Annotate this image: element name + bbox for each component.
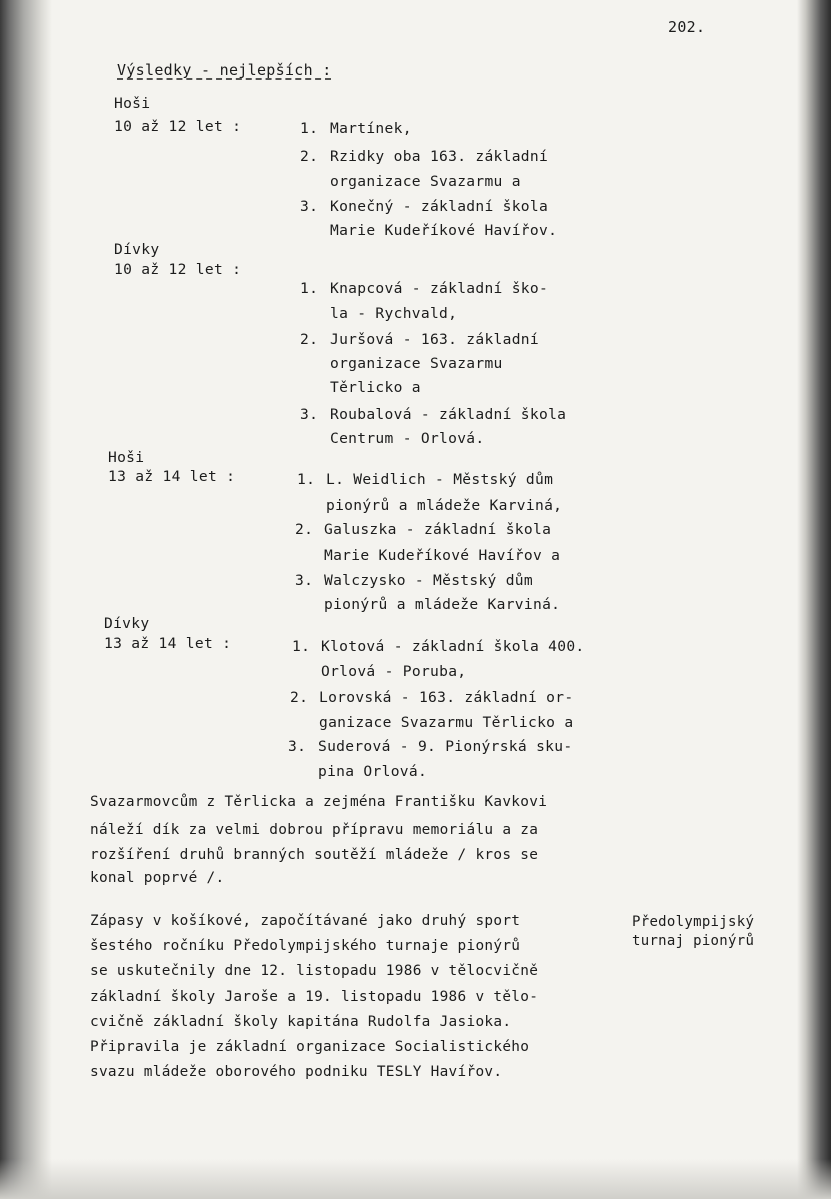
- group-1-result-1-line-1: Martínek,: [330, 120, 412, 137]
- group-3-result-2-num: 2.: [295, 521, 314, 538]
- group-1-result-2-line-2: organizace Svazarmu a: [330, 173, 521, 190]
- page-number: 202.: [668, 18, 706, 36]
- scan-left-edge: [0, 0, 52, 1199]
- paragraph-2-line-4: základní školy Jaroše a 19. listopadu 1986 v tělo-: [90, 989, 539, 1005]
- group-3-result-1-line-2: pionýrů a mládeže Karviná,: [326, 497, 563, 514]
- paragraph-1-line-2: náleží dík za velmi dobrou přípravu memoriálu a za: [90, 822, 539, 838]
- group-2-result-1-line-1: Knapcová - základní ško-: [330, 280, 549, 297]
- paragraph-2-line-3: se uskutečnily dne 12. listopadu 1986 v tělocvičně: [90, 963, 539, 979]
- group-4-age: 13 až 14 let :: [104, 635, 232, 652]
- paragraph-1-line-4: konal poprvé /.: [90, 870, 225, 886]
- group-1-category: Hoši: [114, 95, 151, 112]
- group-1-result-3-num: 3.: [300, 198, 319, 215]
- group-2-result-1-line-2: la - Rychvald,: [330, 305, 458, 322]
- group-3-age: 13 až 14 let :: [108, 468, 236, 485]
- paragraph-2-line-5: cvičně základní školy kapitána Rudolfa Jasioka.: [90, 1014, 512, 1030]
- group-2-result-2-line-3: Těrlicko a: [330, 379, 421, 396]
- group-1-result-2-num: 2.: [300, 148, 319, 165]
- group-4-result-3-line-1: Suderová - 9. Pionýrská sku-: [318, 738, 573, 755]
- paragraph-2-line-1: Zápasy v košíkové, započítávané jako druhý sport: [90, 913, 521, 929]
- margin-note-line-2: turnaj pionýrů: [632, 933, 755, 949]
- group-3-result-3-num: 3.: [295, 572, 314, 589]
- group-1-result-3-line-2: Marie Kudeříkové Havířov.: [330, 222, 558, 239]
- margin-note-line-1: Předolympijský: [632, 914, 755, 930]
- group-4-result-2-line-2: ganizace Svazarmu Těrlicko a: [319, 714, 574, 731]
- paragraph-2-line-7: svazu mládeže oborového podniku TESLY Havířov.: [90, 1064, 503, 1080]
- group-1-result-2-line-1: Rzidky oba 163. základní: [330, 148, 549, 165]
- group-4-result-1-line-2: Orlová - Poruba,: [321, 663, 467, 680]
- group-3-result-2-line-2: Marie Kudeříkové Havířov a: [324, 547, 561, 564]
- results-heading: Výsledky - nejlepších :: [117, 61, 332, 79]
- group-1-age: 10 až 12 let :: [114, 118, 242, 135]
- paragraph-2-line-6: Připravila je základní organizace Socialistického: [90, 1039, 530, 1055]
- group-1-result-3-line-1: Konečný - základní škola: [330, 198, 549, 215]
- paragraph-1-line-3: rozšíření druhů branných soutěží mládeže / kros se: [90, 847, 539, 863]
- group-4-result-1-num: 1.: [292, 638, 311, 655]
- group-2-result-2-line-1: Juršová - 163. základní: [330, 331, 539, 348]
- group-2-result-2-line-2: organizace Svazarmu: [330, 355, 503, 372]
- scan-bottom-edge: [0, 1159, 831, 1199]
- group-3-result-1-line-1: L. Weidlich - Městský dům: [326, 471, 554, 488]
- group-4-category: Dívky: [104, 615, 150, 632]
- paragraph-1-line-1: Svazarmovcům z Těrlicka a zejména Františku Kavkovi: [90, 794, 548, 810]
- group-2-result-3-line-1: Roubalová - základní škola: [330, 406, 567, 423]
- group-2-result-3-line-2: Centrum - Orlová.: [330, 430, 485, 447]
- group-1-result-1-num: 1.: [300, 120, 319, 137]
- group-3-category: Hoši: [108, 449, 145, 466]
- group-3-result-2-line-1: Galuszka - základní škola: [324, 521, 552, 538]
- group-2-result-2-num: 2.: [300, 331, 319, 348]
- group-4-result-3-num: 3.: [288, 738, 307, 755]
- group-3-result-3-line-1: Walczysko - Městský dům: [324, 572, 533, 589]
- group-2-category: Dívky: [114, 241, 160, 258]
- group-2-result-1-num: 1.: [300, 280, 319, 297]
- group-4-result-2-line-1: Lorovská - 163. základní or-: [319, 689, 574, 706]
- group-2-age: 10 až 12 let :: [114, 261, 242, 278]
- group-4-result-2-num: 2.: [290, 689, 309, 706]
- group-3-result-1-num: 1.: [297, 471, 316, 488]
- group-2-result-3-num: 3.: [300, 406, 319, 423]
- scan-right-edge: [797, 0, 831, 1199]
- group-3-result-3-line-2: pionýrů a mládeže Karviná.: [324, 596, 561, 613]
- group-4-result-3-line-2: pina Orlová.: [318, 763, 428, 780]
- group-4-result-1-line-1: Klotová - základní škola 400.: [321, 638, 585, 655]
- paragraph-2-line-2: šestého ročníku Předolympijského turnaje pionýrů: [90, 938, 521, 954]
